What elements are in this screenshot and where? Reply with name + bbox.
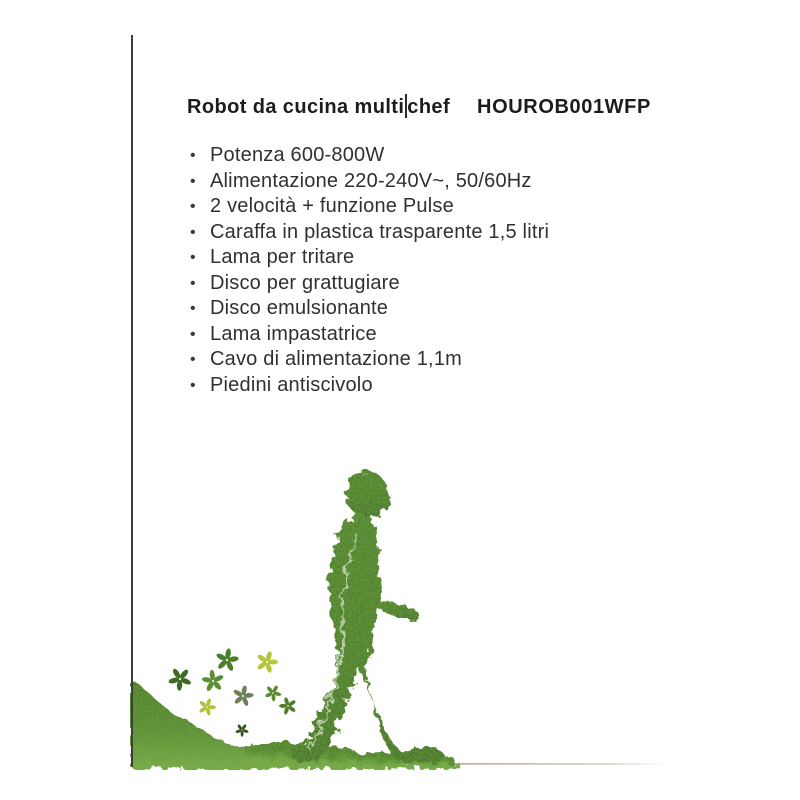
bullet-glyph: •	[190, 223, 196, 241]
feature-text: Lama per tritare	[210, 246, 355, 268]
list-item	[190, 296, 549, 322]
list-item	[190, 373, 549, 399]
list-item	[190, 347, 549, 373]
feature-text: Disco per grattugiare	[210, 271, 400, 294]
list-item	[190, 143, 549, 169]
bullet-glyph: •	[190, 147, 196, 164]
leaf-man-body	[291, 513, 445, 762]
page-title	[187, 94, 651, 119]
leaf-man-head	[346, 471, 388, 517]
title-text-before-caret: Robot da cucina multi	[187, 96, 405, 118]
list-item	[190, 271, 549, 297]
bullet-glyph: •	[190, 351, 196, 368]
list-item	[190, 194, 549, 220]
bullet-glyph: •	[190, 172, 196, 190]
page-edge-line	[131, 35, 133, 767]
list-item	[190, 220, 549, 246]
feature-text: Piedini antiscivolo	[210, 373, 373, 396]
bullet-glyph: •	[190, 376, 196, 394]
bullet-glyph: •	[190, 325, 196, 343]
feature-text: Lama impastatrice	[210, 322, 377, 345]
feature-text: Caraffa in plastica trasparente 1,5 litri	[210, 220, 550, 243]
list-item	[190, 322, 549, 348]
bullet-glyph: •	[190, 300, 196, 317]
feature-text: Disco emulsionante	[210, 297, 389, 319]
list-item	[190, 169, 549, 195]
feature-text: Alimentazione 220-240V~, 50/60Hz	[210, 169, 532, 192]
model-code: HOUROB001WFP	[477, 96, 651, 118]
eco-illustration	[130, 455, 682, 770]
leaf-man	[291, 471, 445, 762]
features-list	[190, 143, 549, 398]
list-item	[190, 245, 549, 271]
feature-text: 2 velocità + funzione Pulse	[210, 195, 454, 217]
feature-text: Potenza 600-800W	[210, 144, 385, 166]
bullet-glyph: •	[190, 198, 196, 215]
feature-text: Cavo di alimentazione 1,1m	[210, 348, 462, 370]
bullet-glyph: •	[190, 274, 196, 292]
leaf-man-forearm	[377, 601, 420, 619]
bullet-glyph: •	[190, 249, 196, 266]
title-text-after-caret: chef	[407, 96, 451, 118]
